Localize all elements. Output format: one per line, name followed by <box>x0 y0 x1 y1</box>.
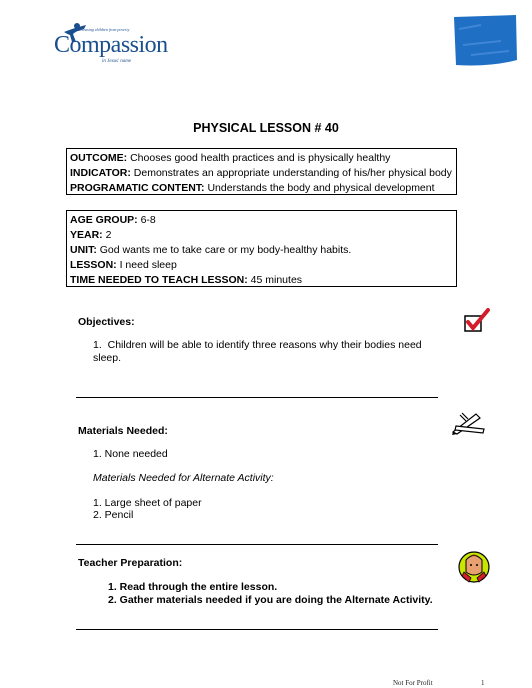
checkbox-check-icon <box>463 308 491 334</box>
year-label: YEAR: <box>70 229 103 241</box>
indicator-value: Demonstrates an appropriate understanding of his/her physical body <box>133 167 452 179</box>
page-title: PHYSICAL LESSON # 40 <box>193 121 339 135</box>
logo-wordmark: Compassion <box>54 32 168 58</box>
blue-block-graphic <box>451 15 518 67</box>
year-row <box>70 228 456 243</box>
age-group-value: 6-8 <box>140 214 156 226</box>
alternate-item-1: 1. Large sheet of paper <box>93 497 202 509</box>
lesson-value: I need sleep <box>119 259 177 271</box>
outcome-box <box>66 148 457 195</box>
pencil-crayon-icon <box>450 410 488 436</box>
time-row <box>70 273 456 288</box>
lesson-info-box <box>66 210 457 287</box>
time-label: TIME NEEDED TO TEACH LESSON: <box>70 274 248 286</box>
objective-item-1 <box>93 339 433 365</box>
compassion-logo <box>52 22 168 72</box>
time-value: 45 minutes <box>250 274 303 286</box>
footer-label: Not For Profit <box>393 679 433 687</box>
divider <box>76 397 438 398</box>
lesson-row <box>70 258 456 273</box>
alternate-item-2: 2. Pencil <box>93 509 134 521</box>
teacher-prep-heading: Teacher Preparation: <box>78 557 183 569</box>
materials-heading: Materials Needed: <box>78 425 168 437</box>
teacher-prep-item-2: 2. Gather materials needed if you are doing the Alternate Activity. <box>108 594 433 606</box>
teacher-face-icon <box>457 548 491 584</box>
outcome-value: Chooses good health practices and is physically healthy <box>130 152 391 164</box>
teacher-prep-item-1: 1. Read through the entire lesson. <box>108 581 278 593</box>
logo-subline: in Jesus' name <box>102 59 132 64</box>
indicator-row <box>70 166 456 181</box>
page-number: 1 <box>481 679 485 687</box>
program-label: PROGRAMATIC CONTENT: <box>70 182 205 194</box>
program-value: Understands the body and physical development <box>207 182 435 194</box>
lesson-label: LESSON: <box>70 259 117 271</box>
objective-item-number: 1. <box>93 339 102 351</box>
objectives-heading: Objectives: <box>78 316 135 328</box>
objective-item-line2: sleep. <box>93 352 122 364</box>
logo-tagline: Releasing children from poverty <box>78 27 130 32</box>
materials-item-1: 1. None needed <box>93 448 168 460</box>
outcome-row <box>70 151 456 166</box>
divider <box>76 629 438 630</box>
outcome-label: OUTCOME: <box>70 152 128 164</box>
alternate-materials-heading: Materials Needed for Alternate Activity: <box>93 472 274 484</box>
program-row <box>70 181 456 196</box>
age-group-row <box>70 213 456 228</box>
unit-value: God wants me to take care or my body-healthy habits. <box>99 244 352 256</box>
age-group-label: AGE GROUP: <box>70 214 138 226</box>
indicator-label: INDICATOR: <box>70 167 131 179</box>
objective-item-line1: Children will be able to identify three reasons why their bodies need <box>107 339 422 351</box>
year-value: 2 <box>105 229 112 241</box>
unit-label: UNIT: <box>70 244 97 256</box>
unit-row <box>70 243 456 258</box>
divider <box>76 544 438 545</box>
